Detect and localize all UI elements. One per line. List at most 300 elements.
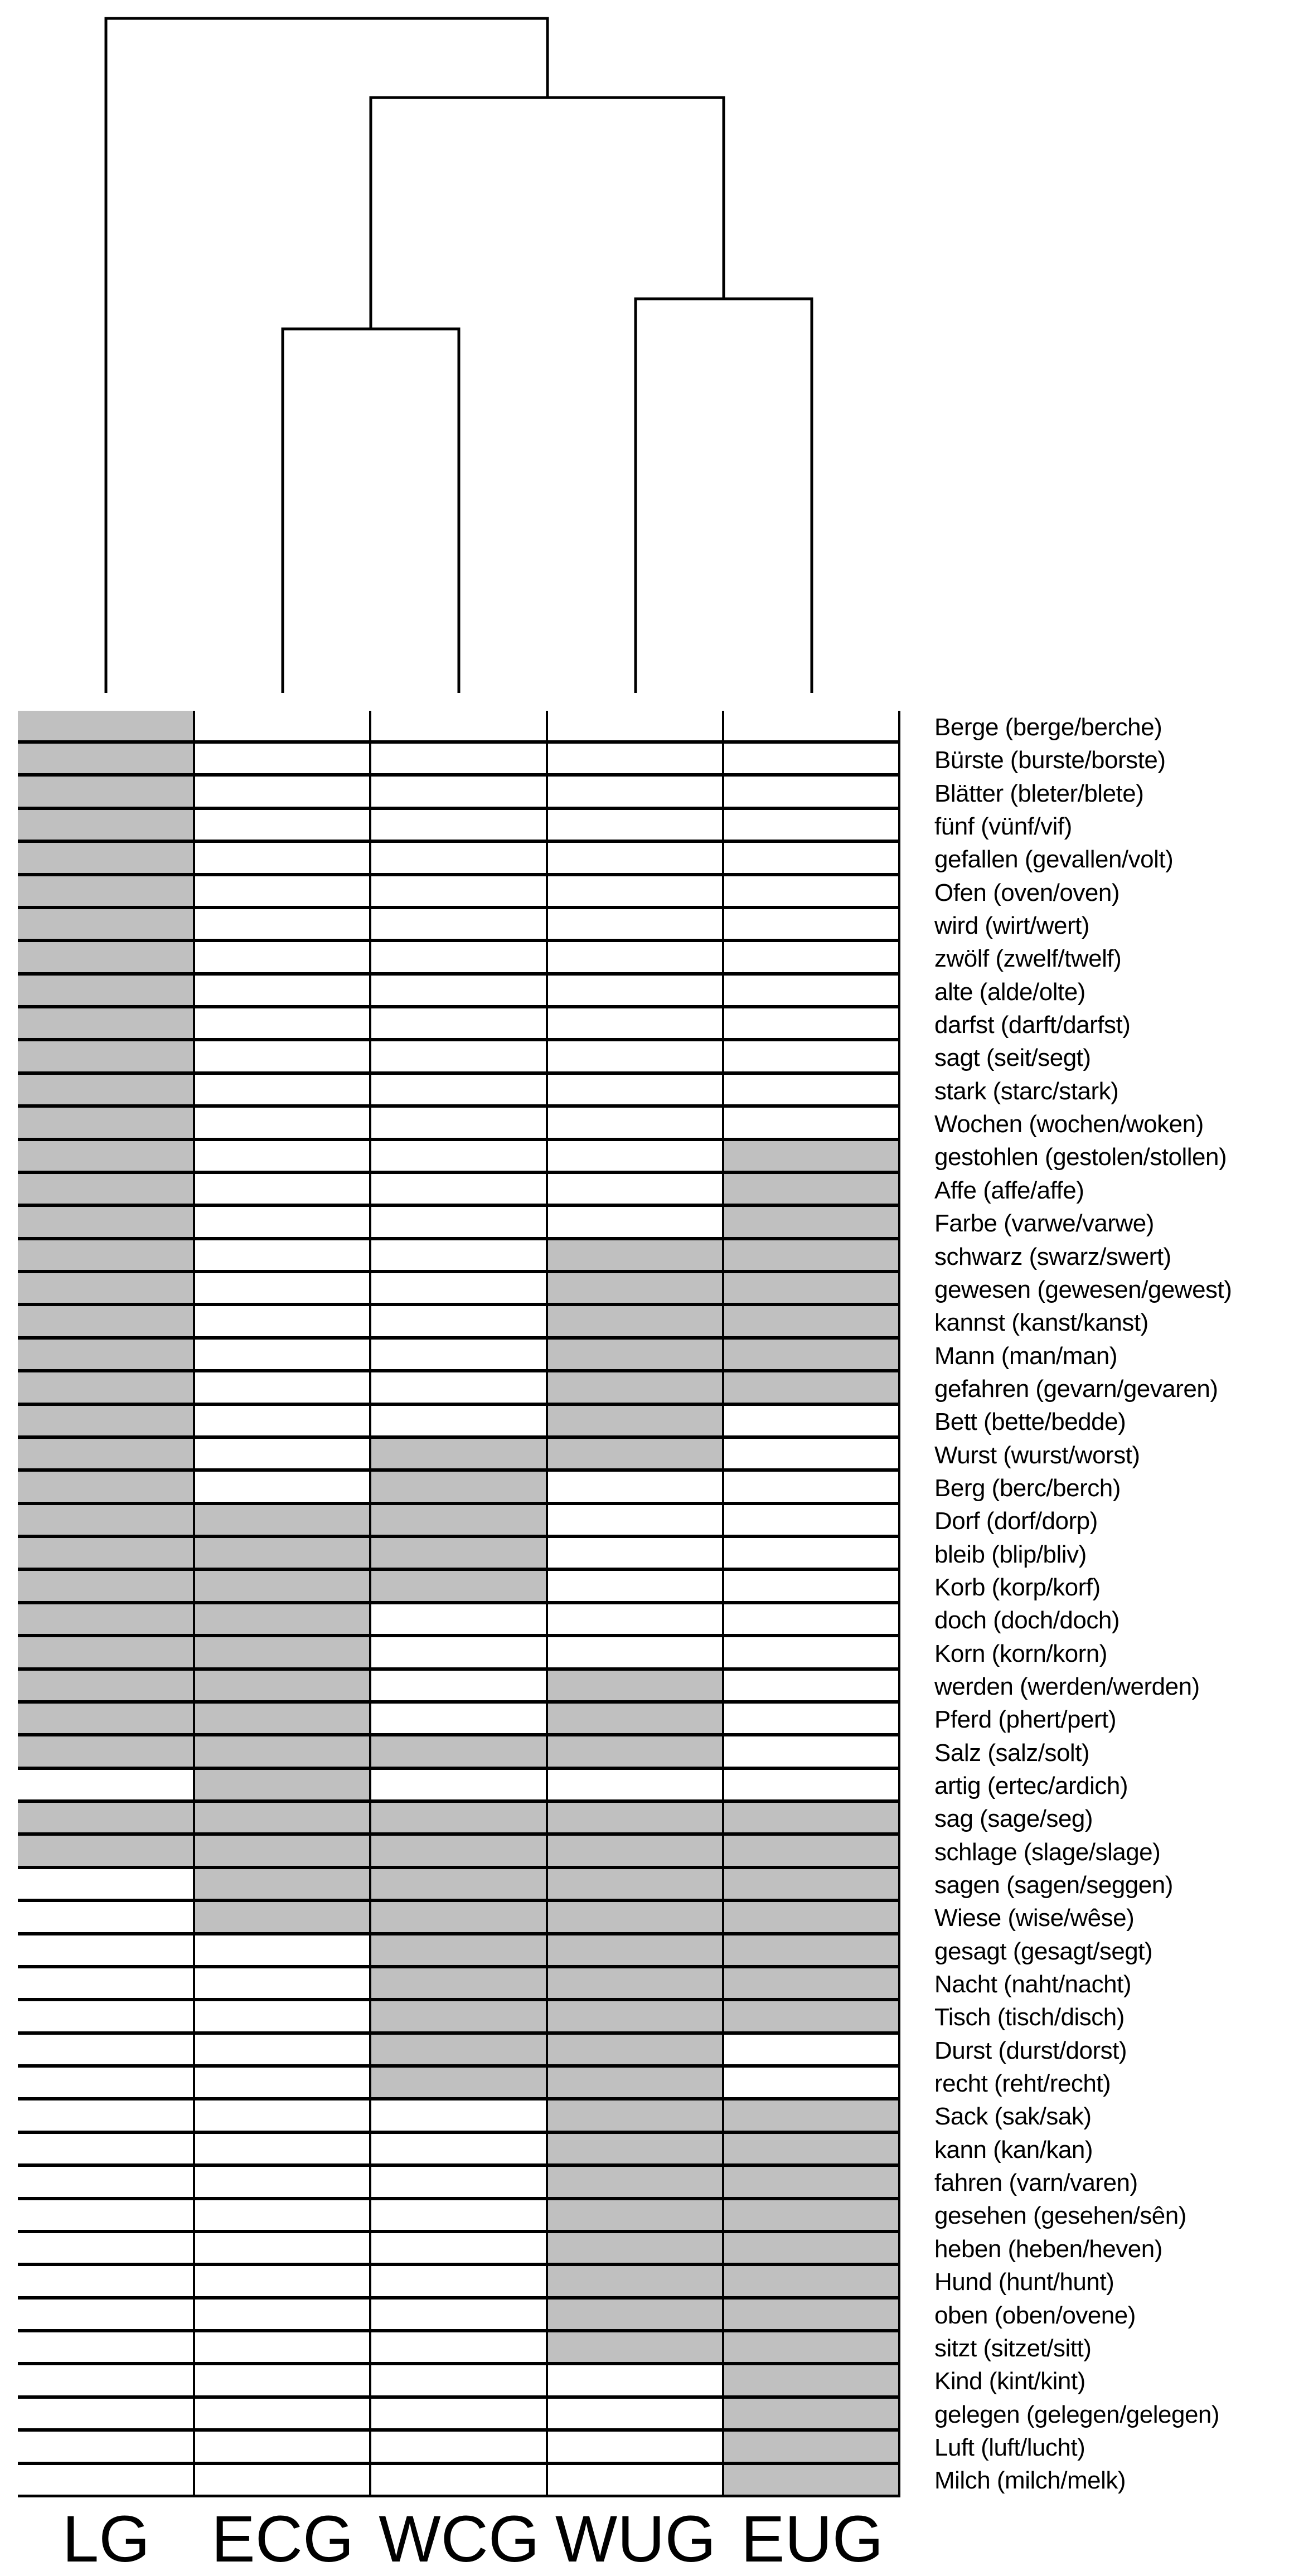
matrix-cell-eug (723, 2165, 899, 2198)
matrix-cell-eug (723, 1801, 899, 1834)
matrix-cell-wcg (370, 1603, 546, 1636)
matrix-row (18, 1470, 899, 1503)
matrix-cell-lg (18, 1801, 194, 1834)
matrix-cell-wug (547, 1106, 723, 1139)
matrix-cell-ecg (194, 1867, 370, 1900)
matrix-cell-eug (723, 1404, 899, 1437)
column-labels (18, 2503, 900, 2576)
matrix-cell-eug (723, 2099, 899, 2132)
matrix-cell-wcg (370, 1404, 546, 1437)
matrix-cell-lg (18, 1172, 194, 1205)
matrix-row (18, 775, 899, 808)
matrix-cell-ecg (194, 2463, 370, 2496)
matrix-cell-wcg (370, 2364, 546, 2396)
matrix-cell-wcg (370, 2132, 546, 2165)
matrix-cell-wcg (370, 742, 546, 775)
matrix-cell-ecg (194, 1801, 370, 1834)
matrix-cell-wcg (370, 1768, 546, 1801)
matrix-cell-lg (18, 1536, 194, 1569)
matrix-cell-ecg (194, 1603, 370, 1636)
matrix-cell-wcg (370, 2099, 546, 2132)
matrix-cell-ecg (194, 2298, 370, 2331)
matrix-cell-lg (18, 2099, 194, 2132)
matrix-cell-wug (547, 775, 723, 808)
row-label: Pferd (phert/pert) (934, 1706, 1117, 1734)
matrix-cell-wug (547, 1967, 723, 2000)
matrix-cell-eug (723, 2033, 899, 2066)
matrix-cell-wug (547, 1172, 723, 1205)
row-label: sag (sage/seg) (934, 1805, 1093, 1833)
matrix-cell-lg (18, 1272, 194, 1304)
matrix-cell-wug (547, 2066, 723, 2099)
matrix-cell-wcg (370, 2331, 546, 2364)
matrix-cell-wcg (370, 2066, 546, 2099)
matrix-cell-wug (547, 1139, 723, 1172)
matrix-cell-wcg (370, 1007, 546, 1040)
matrix-cell-ecg (194, 2066, 370, 2099)
matrix-cell-wcg (370, 2165, 546, 2198)
matrix-cell-wug (547, 2364, 723, 2396)
matrix-cell-wcg (370, 1503, 546, 1536)
matrix-cell-wcg (370, 1967, 546, 2000)
matrix-cell-ecg (194, 841, 370, 874)
matrix-cell-ecg (194, 1404, 370, 1437)
dendrogram (0, 0, 1294, 702)
matrix-cell-eug (723, 711, 899, 742)
matrix-cell-lg (18, 875, 194, 908)
matrix-cell-wcg (370, 841, 546, 874)
matrix-row (18, 1040, 899, 1073)
matrix-cell-eug (723, 1669, 899, 1702)
matrix-cell-ecg (194, 1768, 370, 1801)
column-label-wcg: WCG (379, 2502, 540, 2576)
matrix-cell-lg (18, 1867, 194, 1900)
matrix-cell-ecg (194, 2264, 370, 2297)
matrix-row (18, 808, 899, 841)
row-label: darfst (darft/darfst) (934, 1011, 1131, 1039)
matrix-cell-eug (723, 908, 899, 940)
matrix-cell-wug (547, 1768, 723, 1801)
matrix-cell-ecg (194, 711, 370, 742)
matrix-cell-eug (723, 1007, 899, 1040)
matrix-row (18, 2066, 899, 2099)
matrix-cell-lg (18, 1470, 194, 1503)
matrix-cell-lg (18, 1834, 194, 1867)
presence-matrix (18, 711, 900, 2497)
matrix-cell-eug (723, 2132, 899, 2165)
row-label: gesehen (gesehen/sên) (934, 2202, 1186, 2230)
matrix-row (18, 841, 899, 874)
matrix-cell-wcg (370, 2264, 546, 2297)
matrix-cell-eug (723, 1934, 899, 1967)
matrix-cell-wcg (370, 875, 546, 908)
row-label: Hund (hunt/hunt) (934, 2268, 1114, 2296)
matrix-cell-eug (723, 2397, 899, 2430)
matrix-cell-lg (18, 2066, 194, 2099)
matrix-cell-wug (547, 875, 723, 908)
row-labels (934, 711, 1291, 2497)
matrix-cell-lg (18, 808, 194, 841)
matrix-row (18, 2397, 899, 2430)
matrix-cell-wcg (370, 1371, 546, 1404)
matrix-cell-ecg (194, 2430, 370, 2463)
matrix-cell-lg (18, 1139, 194, 1172)
matrix-cell-wcg (370, 1801, 546, 1834)
matrix-cell-ecg (194, 1040, 370, 1073)
matrix-cell-wug (547, 1900, 723, 1933)
matrix-row (18, 908, 899, 940)
matrix-cell-wug (547, 1470, 723, 1503)
matrix-cell-ecg (194, 742, 370, 775)
matrix-row (18, 2331, 899, 2364)
matrix-cell-wug (547, 742, 723, 775)
row-label: Korn (korn/korn) (934, 1639, 1107, 1667)
matrix-cell-wug (547, 940, 723, 973)
matrix-cell-wcg (370, 1073, 546, 1106)
matrix-cell-eug (723, 2430, 899, 2463)
matrix-row (18, 2165, 899, 2198)
matrix-row (18, 2132, 899, 2165)
matrix-cell-eug (723, 2331, 899, 2364)
dendrogram-branches (106, 18, 812, 693)
matrix-cell-ecg (194, 1536, 370, 1569)
matrix-cell-wug (547, 1934, 723, 1967)
row-label: Bett (bette/bedde) (934, 1408, 1126, 1436)
matrix-cell-eug (723, 2463, 899, 2496)
matrix-cell-wcg (370, 2430, 546, 2463)
matrix-cell-eug (723, 1272, 899, 1304)
matrix-cell-eug (723, 1040, 899, 1073)
matrix-cell-wcg (370, 1536, 546, 1569)
matrix-cell-lg (18, 2132, 194, 2165)
row-label: Dorf (dorf/dorp) (934, 1507, 1098, 1535)
matrix-cell-wug (547, 2231, 723, 2264)
matrix-row (18, 2298, 899, 2331)
matrix-row (18, 2463, 899, 2496)
matrix-cell-lg (18, 2298, 194, 2331)
row-label: gelegen (gelegen/gelegen) (934, 2400, 1220, 2428)
matrix-row (18, 1967, 899, 2000)
matrix-cell-wug (547, 1834, 723, 1867)
matrix-cell-ecg (194, 808, 370, 841)
matrix-cell-eug (723, 2364, 899, 2396)
matrix-cell-wug (547, 1536, 723, 1569)
matrix-cell-eug (723, 1967, 899, 2000)
matrix-cell-ecg (194, 2033, 370, 2066)
matrix-cell-ecg (194, 1205, 370, 1238)
row-label: Wiese (wise/wêse) (934, 1904, 1135, 1932)
matrix-cell-wcg (370, 2463, 546, 2496)
matrix-row (18, 1404, 899, 1437)
matrix-cell-ecg (194, 2231, 370, 2264)
matrix-cell-wug (547, 2099, 723, 2132)
matrix-cell-lg (18, 1404, 194, 1437)
matrix-cell-wcg (370, 1106, 546, 1139)
matrix-cell-ecg (194, 908, 370, 940)
matrix-row (18, 1934, 899, 1967)
matrix-cell-eug (723, 2199, 899, 2231)
matrix-cell-eug (723, 1437, 899, 1470)
branch-wug-eug (636, 299, 812, 693)
row-label: sagt (seit/segt) (934, 1044, 1091, 1072)
matrix-cell-wcg (370, 1636, 546, 1668)
matrix-cell-lg (18, 1205, 194, 1238)
matrix-cell-ecg (194, 2000, 370, 2032)
matrix-cell-wcg (370, 974, 546, 1007)
matrix-cell-lg (18, 2165, 194, 2198)
matrix-cell-wug (547, 1338, 723, 1371)
matrix-cell-eug (723, 875, 899, 908)
row-label: sitzt (sitzet/sitt) (934, 2334, 1092, 2362)
matrix-cell-ecg (194, 1569, 370, 1602)
matrix-row (18, 1106, 899, 1139)
matrix-cell-wug (547, 908, 723, 940)
matrix-cell-lg (18, 1735, 194, 1768)
matrix-cell-lg (18, 1040, 194, 1073)
matrix-cell-ecg (194, 1304, 370, 1337)
matrix-cell-ecg (194, 1437, 370, 1470)
branch-ecg-wcg (283, 329, 459, 693)
matrix-row (18, 2033, 899, 2066)
matrix-cell-wug (547, 1503, 723, 1536)
matrix-cell-wcg (370, 2000, 546, 2032)
row-label: Berg (berc/berch) (934, 1474, 1121, 1502)
row-label: werden (werden/werden) (934, 1672, 1200, 1700)
matrix-row (18, 1669, 899, 1702)
matrix-cell-eug (723, 1139, 899, 1172)
matrix-cell-ecg (194, 1636, 370, 1668)
matrix-cell-lg (18, 1371, 194, 1404)
row-label: fahren (varn/varen) (934, 2169, 1138, 2197)
matrix-cell-wcg (370, 1569, 546, 1602)
matrix-row (18, 1272, 899, 1304)
matrix-cell-wug (547, 2463, 723, 2496)
matrix-cell-eug (723, 974, 899, 1007)
matrix-row (18, 2364, 899, 2396)
matrix-cell-eug (723, 841, 899, 874)
matrix-cell-lg (18, 2000, 194, 2032)
matrix-cell-wcg (370, 2199, 546, 2231)
matrix-cell-wug (547, 2132, 723, 2165)
row-label: gestohlen (gestolen/stollen) (934, 1143, 1227, 1171)
matrix-cell-wug (547, 1040, 723, 1073)
matrix-cell-wug (547, 1702, 723, 1735)
row-label: Luft (luft/lucht) (934, 2433, 1085, 2461)
row-label: Durst (durst/dorst) (934, 2036, 1127, 2064)
matrix-cell-ecg (194, 1007, 370, 1040)
matrix-cell-lg (18, 1239, 194, 1272)
matrix-cell-eug (723, 2066, 899, 2099)
matrix-cell-eug (723, 1867, 899, 1900)
row-label: recht (reht/recht) (934, 2070, 1111, 2098)
matrix-cell-wcg (370, 2231, 546, 2264)
matrix-cell-wcg (370, 1867, 546, 1900)
matrix-row (18, 940, 899, 973)
row-label: Sack (sak/sak) (934, 2103, 1092, 2131)
row-label: alte (alde/olte) (934, 978, 1085, 1006)
matrix-cell-ecg (194, 1934, 370, 1967)
matrix-cell-ecg (194, 2364, 370, 2396)
matrix-row (18, 1503, 899, 1536)
matrix-cell-wug (547, 1867, 723, 1900)
matrix-row (18, 974, 899, 1007)
row-label: Wurst (wurst/worst) (934, 1441, 1140, 1469)
matrix-cell-wug (547, 1371, 723, 1404)
matrix-cell-wug (547, 1603, 723, 1636)
matrix-row (18, 1636, 899, 1668)
matrix-row (18, 1569, 899, 1602)
matrix-cell-wcg (370, 1304, 546, 1337)
row-label: Wochen (wochen/woken) (934, 1110, 1204, 1138)
matrix-cell-lg (18, 2033, 194, 2066)
matrix-cell-lg (18, 1768, 194, 1801)
matrix-cell-wcg (370, 1702, 546, 1735)
matrix-cell-lg (18, 2397, 194, 2430)
row-label: fünf (vünf/vif) (934, 813, 1072, 841)
row-label: Korb (korp/korf) (934, 1573, 1101, 1601)
matrix-cell-ecg (194, 974, 370, 1007)
matrix-cell-ecg (194, 1470, 370, 1503)
matrix-cell-lg (18, 1304, 194, 1337)
row-label: kann (kan/kan) (934, 2136, 1093, 2163)
matrix-cell-wcg (370, 808, 546, 841)
matrix-cell-wug (547, 2298, 723, 2331)
column-label-eug: EUG (740, 2502, 884, 2576)
matrix-cell-ecg (194, 2099, 370, 2132)
matrix-cell-lg (18, 940, 194, 973)
matrix-cell-lg (18, 908, 194, 940)
matrix-cell-ecg (194, 775, 370, 808)
column-label-wug: WUG (555, 2502, 716, 2576)
matrix-cell-lg (18, 1503, 194, 1536)
matrix-cell-eug (723, 808, 899, 841)
matrix-cell-eug (723, 2000, 899, 2032)
matrix-row (18, 1834, 899, 1867)
matrix-cell-wug (547, 2397, 723, 2430)
matrix-cell-ecg (194, 2165, 370, 2198)
matrix-cell-wcg (370, 2397, 546, 2430)
matrix-cell-wug (547, 1801, 723, 1834)
matrix-cell-eug (723, 1239, 899, 1272)
matrix-row (18, 875, 899, 908)
row-label: Salz (salz/solt) (934, 1739, 1090, 1767)
matrix-cell-wug (547, 1735, 723, 1768)
matrix-cell-wug (547, 2199, 723, 2231)
matrix-cell-wcg (370, 1470, 546, 1503)
matrix-cell-lg (18, 1967, 194, 2000)
matrix-cell-eug (723, 775, 899, 808)
matrix-cell-eug (723, 1536, 899, 1569)
matrix-row (18, 1172, 899, 1205)
matrix-cell-ecg (194, 2199, 370, 2231)
matrix-cell-ecg (194, 1702, 370, 1735)
matrix-cell-lg (18, 1900, 194, 1933)
matrix-cell-wug (547, 1569, 723, 1602)
branch-root (106, 18, 547, 693)
row-label: Berge (berge/berche) (934, 714, 1162, 741)
matrix-cell-ecg (194, 1073, 370, 1106)
column-label-lg: LG (62, 2502, 150, 2576)
matrix-cell-lg (18, 1073, 194, 1106)
matrix-cell-wcg (370, 1735, 546, 1768)
matrix-row (18, 1801, 899, 1834)
matrix-row (18, 1073, 899, 1106)
matrix-cell-lg (18, 1702, 194, 1735)
matrix-cell-ecg (194, 1139, 370, 1172)
matrix-cell-wcg (370, 940, 546, 973)
matrix-cell-lg (18, 1934, 194, 1967)
matrix-cell-eug (723, 1371, 899, 1404)
matrix-cell-ecg (194, 1967, 370, 2000)
matrix-cell-wcg (370, 1437, 546, 1470)
matrix-cell-ecg (194, 1371, 370, 1404)
matrix-cell-eug (723, 1304, 899, 1337)
row-label: bleib (blip/bliv) (934, 1540, 1087, 1568)
matrix-cell-ecg (194, 875, 370, 908)
matrix-cell-lg (18, 742, 194, 775)
matrix-cell-wcg (370, 1040, 546, 1073)
matrix-cell-lg (18, 1007, 194, 1040)
matrix-cell-wug (547, 808, 723, 841)
matrix-cell-eug (723, 1172, 899, 1205)
matrix-cell-wcg (370, 1272, 546, 1304)
matrix-cell-wcg (370, 1669, 546, 1702)
row-label: kannst (kanst/kanst) (934, 1309, 1148, 1337)
matrix-cell-lg (18, 1569, 194, 1602)
branch-ecgwcg-wugeug (371, 98, 724, 329)
row-label: Affe (affe/affe) (934, 1176, 1084, 1204)
row-label: Ofen (oven/oven) (934, 879, 1119, 906)
matrix-cell-ecg (194, 2132, 370, 2165)
matrix-cell-eug (723, 1106, 899, 1139)
matrix-cell-eug (723, 1834, 899, 1867)
matrix-cell-eug (723, 1900, 899, 1933)
matrix-cell-wcg (370, 1900, 546, 1933)
matrix-cell-wug (547, 1073, 723, 1106)
matrix-cell-eug (723, 742, 899, 775)
matrix-row (18, 1900, 899, 1933)
matrix-cell-wug (547, 1304, 723, 1337)
matrix-cell-ecg (194, 2397, 370, 2430)
matrix-cell-eug (723, 1073, 899, 1106)
matrix-row (18, 1603, 899, 1636)
matrix-cell-ecg (194, 1900, 370, 1933)
row-label: Bürste (burste/borste) (934, 746, 1166, 774)
matrix-cell-lg (18, 2364, 194, 2396)
row-label: oben (oben/ovene) (934, 2301, 1136, 2329)
matrix-cell-ecg (194, 940, 370, 973)
matrix-cell-wcg (370, 1139, 546, 1172)
matrix-cell-lg (18, 1437, 194, 1470)
matrix-cell-lg (18, 2463, 194, 2496)
matrix-row (18, 1702, 899, 1735)
matrix-cell-lg (18, 711, 194, 742)
matrix-row (18, 1139, 899, 1172)
row-label: Blätter (bleter/blete) (934, 779, 1144, 807)
matrix-cell-eug (723, 2264, 899, 2297)
row-label: Kind (kint/kint) (934, 2368, 1085, 2395)
row-label: gesagt (gesagt/segt) (934, 1937, 1153, 1965)
matrix-cell-ecg (194, 1272, 370, 1304)
row-label: Mann (man/man) (934, 1342, 1118, 1370)
matrix-row (18, 1371, 899, 1404)
matrix-cell-wcg (370, 908, 546, 940)
matrix-cell-ecg (194, 1172, 370, 1205)
row-label: gefallen (gevallen/volt) (934, 846, 1174, 874)
matrix-row (18, 1304, 899, 1337)
matrix-cell-lg (18, 2331, 194, 2364)
matrix-cell-wug (547, 1007, 723, 1040)
